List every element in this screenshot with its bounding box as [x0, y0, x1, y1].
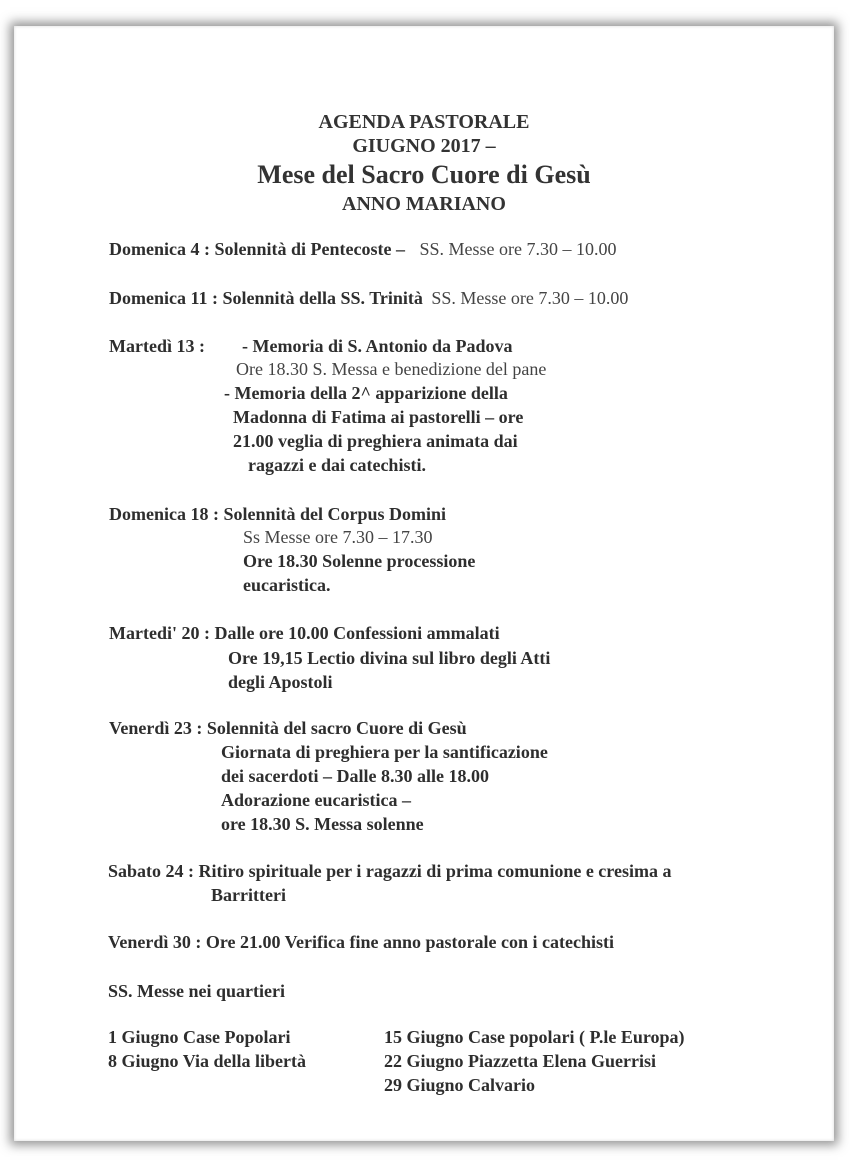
entry-martedi-13-line: ragazzi e dai catechisti.: [248, 455, 426, 475]
entry-domenica-18-line: Ss Messe ore 7.30 – 17.30: [243, 527, 433, 547]
document-page: [14, 26, 834, 1141]
header-title: AGENDA PASTORALE: [318, 111, 530, 133]
entry-domenica-18-day: Domenica 18 : Solennità del Corpus Domini: [109, 504, 447, 524]
entry-sabato-24-day: Sabato 24 : Ritiro spirituale per i ragazzi di prima comunione e cresima a: [108, 861, 672, 881]
quartieri-title: SS. Messe nei quartieri: [108, 981, 285, 1001]
entry-venerdi-23-line: ore 18.30 S. Messa solenne: [221, 814, 424, 834]
quartieri-right-item: 22 Giugno Piazzetta Elena Guerrisi: [384, 1051, 656, 1071]
header-year-theme: ANNO MARIANO: [342, 193, 506, 215]
entry-day: Domenica 4 : Solennità di Pentecoste –: [109, 239, 405, 259]
entry-martedi-20-line: degli Apostoli: [228, 672, 333, 692]
header-subtitle: Mese del Sacro Cuore di Gesù: [257, 160, 591, 189]
entry-domenica-18-line: eucaristica.: [243, 575, 331, 595]
entry-martedi-13-line: - Memoria della 2^ apparizione della: [224, 383, 508, 403]
entry-martedi-20-line: Ore 19,15 Lectio divina sul libro degli Atti: [228, 648, 551, 668]
entry-day: Domenica 11 : Solennità della SS. Trinità: [109, 288, 423, 308]
document-header: [14, 110, 834, 216]
entry-martedi-13-line: 21.00 veglia di preghiera animata dai: [233, 431, 518, 451]
entry-martedi-13-line: Madonna di Fatima ai pastorelli – ore: [233, 407, 524, 427]
entry-domenica-11: [109, 286, 628, 310]
entry-domenica-4: [109, 237, 616, 261]
entry-venerdi-23-line: dei sacerdoti – Dalle 8.30 alle 18.00: [221, 766, 489, 786]
entry-masses: SS. Messe ore 7.30 – 10.00: [431, 288, 629, 308]
entry-martedi-13-line: - Memoria di S. Antonio da Padova: [242, 336, 513, 356]
entry-sabato-24-line: Barritteri: [211, 885, 286, 905]
quartieri-left-item: 8 Giugno Via della libertà: [108, 1051, 307, 1071]
entry-martedi-13-day: Martedì 13 :: [109, 336, 205, 356]
entry-venerdi-23-day: Venerdì 23 : Solennità del sacro Cuore di Gesù: [109, 718, 467, 738]
entry-martedi-20-day: Martedi' 20 : Dalle ore 10.00 Confessioni ammalati: [109, 623, 500, 643]
entry-martedi-13-line: Ore 18.30 S. Messa e benedizione del pane: [236, 359, 547, 379]
entry-venerdi-30: Venerdì 30 : Ore 21.00 Verifica fine anno pastorale con i catechisti: [108, 932, 614, 952]
quartieri-left-item: 1 Giugno Case Popolari: [108, 1027, 291, 1047]
entry-venerdi-23-line: Giornata di preghiera per la santificazione: [221, 742, 548, 762]
entry-venerdi-23-line: Adorazione eucaristica –: [221, 790, 411, 810]
entry-domenica-18-line: Ore 18.30 Solenne processione: [243, 551, 476, 571]
quartieri-right-item: 29 Giugno Calvario: [384, 1075, 536, 1095]
entry-masses: SS. Messe ore 7.30 – 10.00: [419, 239, 617, 259]
header-month: GIUGNO 2017 –: [352, 135, 496, 157]
quartieri-right-item: 15 Giugno Case popolari ( P.le Europa): [384, 1027, 685, 1047]
